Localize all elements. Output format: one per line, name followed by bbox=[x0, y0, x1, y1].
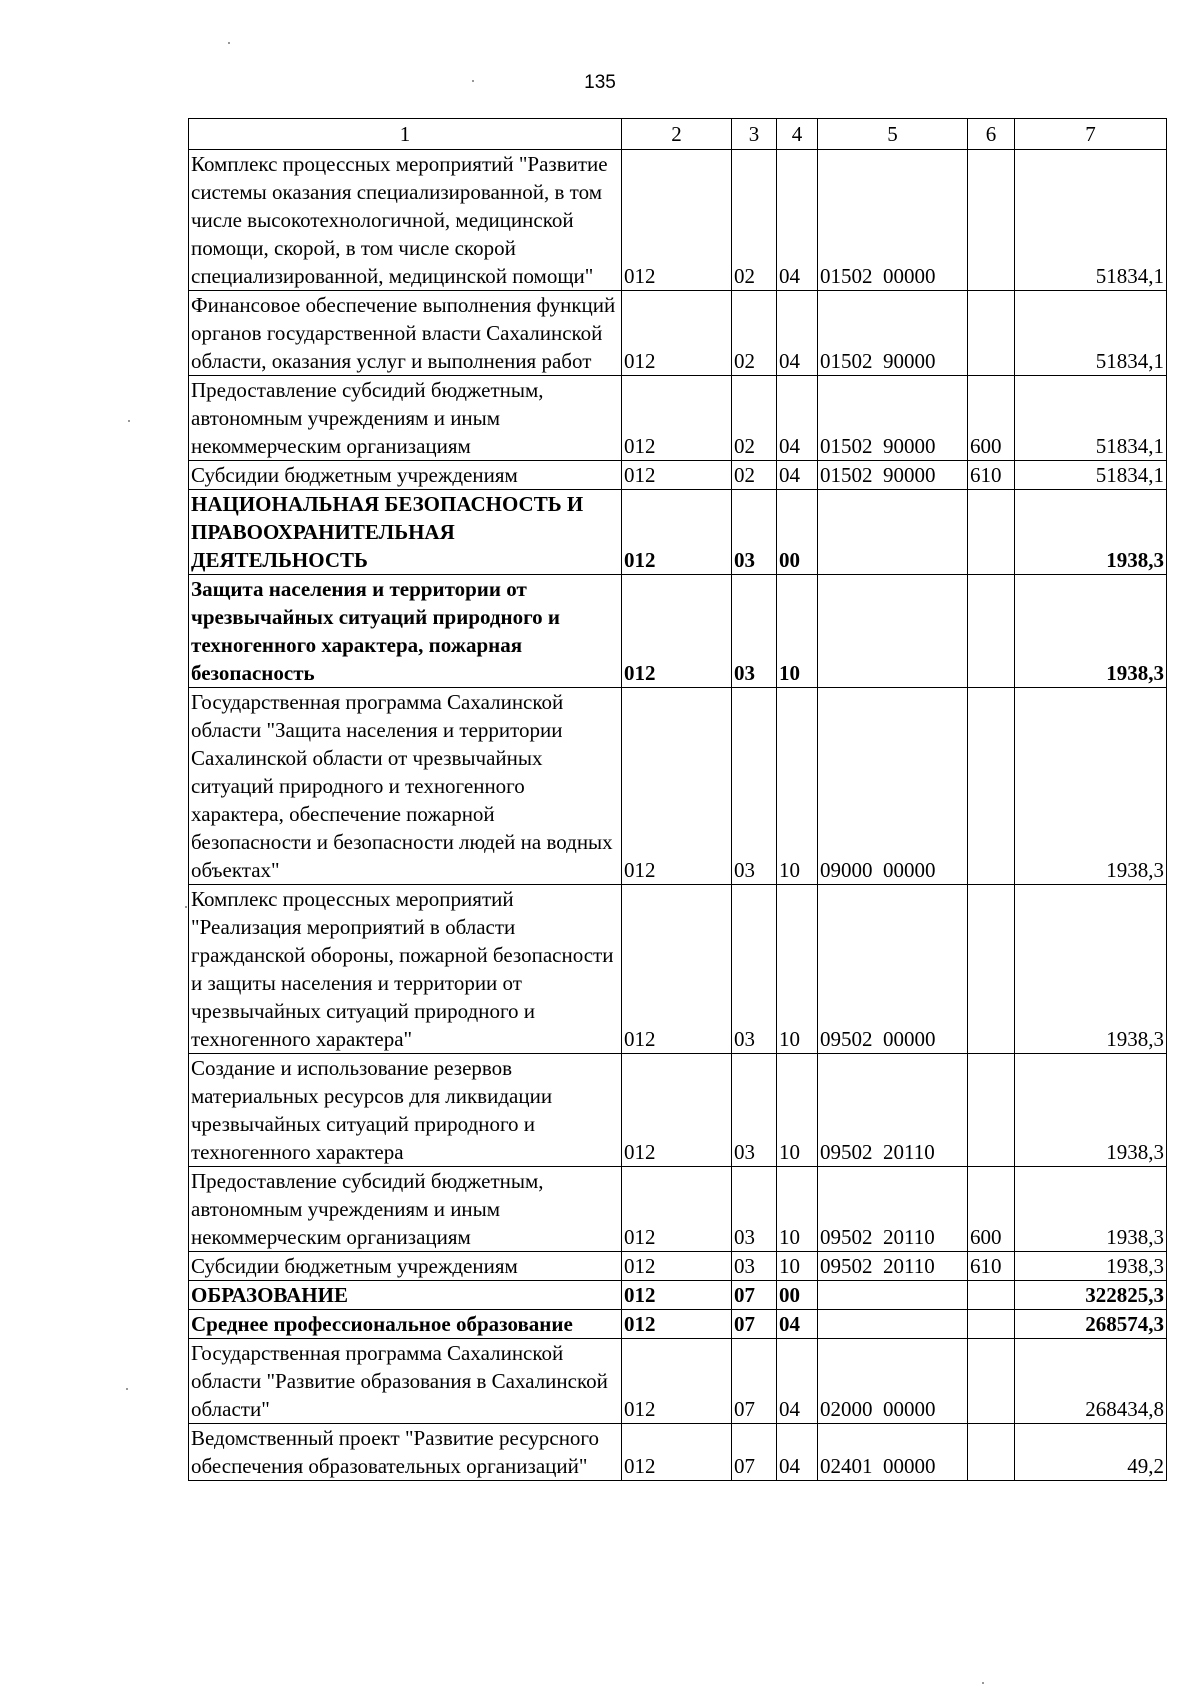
row-name: Субсидии бюджетным учреждениям bbox=[189, 1252, 622, 1281]
row-amount: 268434,8 bbox=[1015, 1339, 1167, 1424]
row-ministry-code: 012 bbox=[622, 688, 732, 885]
row-ministry-code: 012 bbox=[622, 1252, 732, 1281]
scan-speck bbox=[126, 1388, 128, 1390]
row-ministry-code: 012 bbox=[622, 490, 732, 575]
row-ministry-code: 012 bbox=[622, 1281, 732, 1310]
row-subsection: 04 bbox=[777, 461, 818, 490]
row-amount: 1938,3 bbox=[1015, 1054, 1167, 1167]
header-col-2: 2 bbox=[622, 119, 732, 150]
row-amount: 51834,1 bbox=[1015, 150, 1167, 291]
table-row bbox=[189, 291, 1167, 376]
row-expense-type bbox=[968, 1339, 1015, 1424]
table-row bbox=[189, 490, 1167, 575]
row-section: 07 bbox=[732, 1424, 777, 1481]
row-ministry-code: 012 bbox=[622, 1310, 732, 1339]
table-row bbox=[189, 1054, 1167, 1167]
row-amount: 1938,3 bbox=[1015, 885, 1167, 1054]
budget-table bbox=[188, 118, 1167, 1481]
row-amount: 322825,3 bbox=[1015, 1281, 1167, 1310]
table-row bbox=[189, 885, 1167, 1054]
row-amount: 1938,3 bbox=[1015, 688, 1167, 885]
scan-speck bbox=[472, 80, 474, 82]
row-section: 02 bbox=[732, 150, 777, 291]
row-section: 03 bbox=[732, 1252, 777, 1281]
header-col-1: 1 bbox=[189, 119, 622, 150]
row-ministry-code: 012 bbox=[622, 150, 732, 291]
row-name: Комплекс процессных мероприятий "Развитие системы оказания специализированной, в том числе высокотехнологичной, медицинской помощи, скорой, в том числе скорой специализированной, медицинской помощи" bbox=[189, 150, 622, 291]
row-subsection: 10 bbox=[777, 1054, 818, 1167]
row-section: 03 bbox=[732, 885, 777, 1054]
row-subsection: 04 bbox=[777, 150, 818, 291]
table-body bbox=[189, 150, 1167, 1481]
row-ministry-code: 012 bbox=[622, 1167, 732, 1252]
table-row bbox=[189, 461, 1167, 490]
row-ministry-code: 012 bbox=[622, 291, 732, 376]
row-expense-type bbox=[968, 1424, 1015, 1481]
row-expense-type bbox=[968, 490, 1015, 575]
row-target-article bbox=[818, 1310, 968, 1339]
row-name: Предоставление субсидий бюджетным, автономным учреждениям и иным некоммерческим организациям bbox=[189, 376, 622, 461]
row-section: 03 bbox=[732, 1054, 777, 1167]
row-name: Субсидии бюджетным учреждениям bbox=[189, 461, 622, 490]
row-name: Создание и использование резервов материальных ресурсов для ликвидации чрезвычайных ситуаций природного и техногенного характера bbox=[189, 1054, 622, 1167]
row-name: Ведомственный проект "Развитие ресурсного обеспечения образовательных организаций" bbox=[189, 1424, 622, 1481]
row-amount: 49,2 bbox=[1015, 1424, 1167, 1481]
row-expense-type bbox=[968, 885, 1015, 1054]
row-name: Финансовое обеспечение выполнения функций органов государственной власти Сахалинской области, оказания услуг и выполнения работ bbox=[189, 291, 622, 376]
scan-speck bbox=[982, 1682, 984, 1684]
row-target-article: 02401 00000 bbox=[818, 1424, 968, 1481]
row-target-article bbox=[818, 575, 968, 688]
row-amount: 51834,1 bbox=[1015, 461, 1167, 490]
row-expense-type bbox=[968, 291, 1015, 376]
table-row bbox=[189, 1167, 1167, 1252]
row-expense-type: 600 bbox=[968, 1167, 1015, 1252]
row-expense-type: 610 bbox=[968, 1252, 1015, 1281]
row-amount: 1938,3 bbox=[1015, 575, 1167, 688]
row-subsection: 10 bbox=[777, 1252, 818, 1281]
row-target-article: 02000 00000 bbox=[818, 1339, 968, 1424]
row-name: Комплекс процессных мероприятий "Реализация мероприятий в области гражданской обороны, пожарной безопасности и защиты населения и территории от чрезвычайных ситуаций природного и техногенного характера" bbox=[189, 885, 622, 1054]
row-name: Государственная программа Сахалинской области "Защита населения и территории Сахалинской области от чрезвычайных ситуаций природного и техногенного характера, обеспечение пожарной безопасности и безопасности людей на водных объектах" bbox=[189, 688, 622, 885]
row-ministry-code: 012 bbox=[622, 1054, 732, 1167]
row-target-article: 09502 20110 bbox=[818, 1167, 968, 1252]
scan-speck bbox=[185, 906, 187, 908]
row-section: 03 bbox=[732, 575, 777, 688]
row-ministry-code: 012 bbox=[622, 1424, 732, 1481]
row-amount: 51834,1 bbox=[1015, 376, 1167, 461]
row-name: Защита населения и территории от чрезвычайных ситуаций природного и техногенного характера, пожарная безопасность bbox=[189, 575, 622, 688]
row-ministry-code: 012 bbox=[622, 575, 732, 688]
row-subsection: 04 bbox=[777, 291, 818, 376]
header-col-6: 6 bbox=[968, 119, 1015, 150]
row-subsection: 10 bbox=[777, 1167, 818, 1252]
table-row bbox=[189, 1424, 1167, 1481]
row-expense-type bbox=[968, 688, 1015, 885]
table-row bbox=[189, 575, 1167, 688]
row-section: 07 bbox=[732, 1339, 777, 1424]
row-amount: 1938,3 bbox=[1015, 1167, 1167, 1252]
row-subsection: 00 bbox=[777, 1281, 818, 1310]
table-row bbox=[189, 1339, 1167, 1424]
row-expense-type bbox=[968, 1310, 1015, 1339]
row-name: Государственная программа Сахалинской области "Развитие образования в Сахалинской области" bbox=[189, 1339, 622, 1424]
row-name: ОБРАЗОВАНИЕ bbox=[189, 1281, 622, 1310]
row-target-article: 01502 90000 bbox=[818, 376, 968, 461]
row-amount: 1938,3 bbox=[1015, 1252, 1167, 1281]
row-ministry-code: 012 bbox=[622, 1339, 732, 1424]
row-name: Предоставление субсидий бюджетным, автономным учреждениям и иным некоммерческим организациям bbox=[189, 1167, 622, 1252]
row-subsection: 04 bbox=[777, 1424, 818, 1481]
row-subsection: 04 bbox=[777, 376, 818, 461]
header-row bbox=[189, 119, 1167, 150]
row-section: 07 bbox=[732, 1281, 777, 1310]
row-expense-type: 600 bbox=[968, 376, 1015, 461]
row-target-article bbox=[818, 490, 968, 575]
header-col-7: 7 bbox=[1015, 119, 1167, 150]
row-target-article bbox=[818, 1281, 968, 1310]
scan-speck bbox=[228, 42, 230, 44]
row-expense-type bbox=[968, 575, 1015, 688]
row-ministry-code: 012 bbox=[622, 376, 732, 461]
row-target-article: 09502 00000 bbox=[818, 885, 968, 1054]
table-row bbox=[189, 1252, 1167, 1281]
page-number: 135 bbox=[584, 72, 616, 93]
row-target-article: 01502 90000 bbox=[818, 461, 968, 490]
scan-speck bbox=[128, 420, 130, 422]
row-section: 02 bbox=[732, 376, 777, 461]
row-target-article: 09502 20110 bbox=[818, 1054, 968, 1167]
table-row bbox=[189, 1281, 1167, 1310]
row-expense-type: 610 bbox=[968, 461, 1015, 490]
table-row bbox=[189, 688, 1167, 885]
row-expense-type bbox=[968, 150, 1015, 291]
row-ministry-code: 012 bbox=[622, 885, 732, 1054]
row-amount: 1938,3 bbox=[1015, 490, 1167, 575]
row-subsection: 10 bbox=[777, 688, 818, 885]
header-col-4: 4 bbox=[777, 119, 818, 150]
row-subsection: 10 bbox=[777, 885, 818, 1054]
row-section: 03 bbox=[732, 688, 777, 885]
row-name: Среднее профессиональное образование bbox=[189, 1310, 622, 1339]
row-subsection: 04 bbox=[777, 1339, 818, 1424]
row-expense-type bbox=[968, 1281, 1015, 1310]
row-name: НАЦИОНАЛЬНАЯ БЕЗОПАСНОСТЬ И ПРАВООХРАНИТЕЛЬНАЯ ДЕЯТЕЛЬНОСТЬ bbox=[189, 490, 622, 575]
row-target-article: 09502 20110 bbox=[818, 1252, 968, 1281]
row-section: 03 bbox=[732, 490, 777, 575]
row-subsection: 00 bbox=[777, 490, 818, 575]
row-section: 02 bbox=[732, 291, 777, 376]
row-target-article: 09000 00000 bbox=[818, 688, 968, 885]
row-target-article: 01502 00000 bbox=[818, 150, 968, 291]
header-col-5: 5 bbox=[818, 119, 968, 150]
header-col-3: 3 bbox=[732, 119, 777, 150]
table-row bbox=[189, 1310, 1167, 1339]
row-section: 02 bbox=[732, 461, 777, 490]
row-amount: 268574,3 bbox=[1015, 1310, 1167, 1339]
row-expense-type bbox=[968, 1054, 1015, 1167]
row-target-article: 01502 90000 bbox=[818, 291, 968, 376]
row-ministry-code: 012 bbox=[622, 461, 732, 490]
row-section: 07 bbox=[732, 1310, 777, 1339]
row-section: 03 bbox=[732, 1167, 777, 1252]
row-subsection: 04 bbox=[777, 1310, 818, 1339]
row-subsection: 10 bbox=[777, 575, 818, 688]
row-amount: 51834,1 bbox=[1015, 291, 1167, 376]
table-row bbox=[189, 376, 1167, 461]
table-row bbox=[189, 150, 1167, 291]
